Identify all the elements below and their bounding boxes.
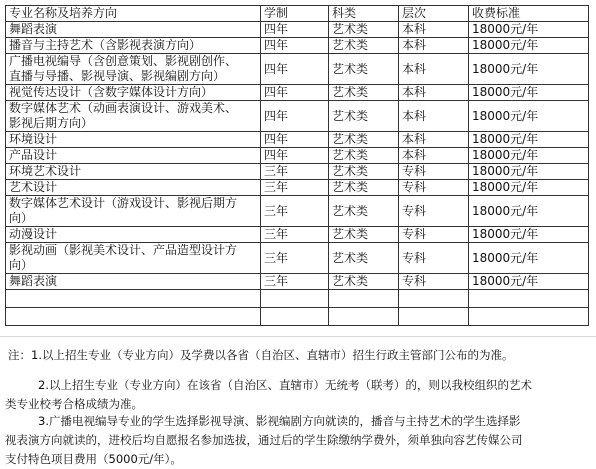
category-cell: 艺术类 (329, 274, 399, 290)
major-cell (6, 164, 261, 180)
major-name-line: 播音与主持艺术（含影视表演方向） (9, 38, 202, 52)
major-cell (6, 54, 261, 85)
table-row (6, 274, 589, 290)
fee-cell: 18000元/年 (469, 22, 589, 38)
duration-cell: 三年 (261, 274, 329, 290)
category-cell: 艺术类 (329, 38, 399, 54)
fee-cell: 18000元/年 (469, 148, 589, 164)
table-header-row (6, 6, 589, 22)
level-cell: 本科 (399, 101, 469, 132)
table-row (6, 243, 589, 274)
major-cell (6, 148, 261, 164)
table-row (6, 196, 589, 227)
fee-cell: 18000元/年 (469, 38, 589, 54)
duration-cell: 四年 (261, 54, 329, 85)
fee-cell: 18000元/年 (469, 227, 589, 243)
fee-cell: 18000元/年 (469, 164, 589, 180)
duration-cell: 四年 (261, 101, 329, 132)
category-cell: 艺术类 (329, 54, 399, 85)
category-cell: 艺术类 (329, 196, 399, 227)
empty-row (6, 290, 589, 308)
duration-cell: 四年 (261, 38, 329, 54)
table-row (6, 148, 589, 164)
notes-section (0, 336, 596, 466)
category-cell: 艺术类 (329, 101, 399, 132)
major-cell (6, 85, 261, 101)
major-name-line: 环境设计 (9, 132, 58, 146)
duration-cell: 三年 (261, 243, 329, 274)
major-cell (6, 196, 261, 227)
major-name-line: 影视后期方向） (9, 116, 94, 130)
header-level: 层次 (399, 6, 469, 22)
fee-cell: 18000元/年 (469, 180, 589, 196)
category-cell: 艺术类 (329, 180, 399, 196)
note-3-line-2: 视表演方向就读的，进校后均自愿报名参加选拔，通过后的学生除缴纳学费外，须单独向容艺传媒公司 (5, 433, 523, 447)
major-name-line: 舞蹈表演 (9, 22, 58, 36)
category-cell: 艺术类 (329, 148, 399, 164)
level-cell: 专科 (399, 196, 469, 227)
fee-cell: 18000元/年 (469, 132, 589, 148)
fee-cell: 18000元/年 (469, 196, 589, 227)
category-cell: 艺术类 (329, 227, 399, 243)
level-cell: 专科 (399, 180, 469, 196)
header-category: 科类 (329, 6, 399, 22)
note-2-line-1: 2.以上招生专业（专业方向）在该省（自治区、直辖市）无统考（联考）的，则以我校组织的艺术 (38, 378, 532, 392)
table-row (6, 180, 589, 196)
empty-cell (469, 290, 589, 308)
category-cell: 艺术类 (329, 164, 399, 180)
fee-cell: 18000元/年 (469, 101, 589, 132)
major-name-line: 数字媒体艺术设计（游戏设计、影视后期方 (9, 196, 238, 210)
duration-cell: 三年 (261, 196, 329, 227)
major-cell (6, 22, 261, 38)
empty-cell (329, 308, 399, 326)
empty-cell (469, 308, 589, 326)
major-name-line: 数字媒体艺术（动画表演设计、游戏美术、 (9, 101, 238, 115)
major-name-line: 环境艺术设计 (9, 164, 82, 178)
table-row (6, 164, 589, 180)
empty-row (6, 308, 589, 326)
fee-cell: 18000元/年 (469, 85, 589, 101)
duration-cell: 三年 (261, 180, 329, 196)
table-row (6, 227, 589, 243)
header-fee: 收费标准 (469, 6, 589, 22)
level-cell: 本科 (399, 22, 469, 38)
table-row (6, 101, 589, 132)
category-cell: 艺术类 (329, 132, 399, 148)
empty-cell (399, 308, 469, 326)
level-cell: 专科 (399, 243, 469, 274)
empty-cell (6, 290, 261, 308)
fee-cell: 18000元/年 (469, 274, 589, 290)
major-name-line: 产品设计 (9, 148, 58, 162)
note-3-line-3: 支付特色项目费用（5000元/年）。 (5, 452, 182, 466)
table-row (6, 22, 589, 38)
table-row (6, 85, 589, 101)
duration-cell: 四年 (261, 148, 329, 164)
category-cell: 艺术类 (329, 22, 399, 38)
fee-table (5, 5, 589, 326)
major-name-line: 向） (9, 258, 34, 272)
level-cell: 本科 (399, 148, 469, 164)
level-cell: 本科 (399, 132, 469, 148)
major-cell (6, 101, 261, 132)
empty-cell (6, 308, 261, 326)
level-cell: 本科 (399, 38, 469, 54)
major-cell (6, 180, 261, 196)
major-name-line: 影视动画（影视美术设计、产品造型设计方 (9, 243, 238, 257)
major-name-line: 向） (9, 211, 34, 225)
major-cell (6, 227, 261, 243)
note-3 (5, 412, 588, 469)
empty-cell (261, 290, 329, 308)
header-duration: 学制 (261, 6, 329, 22)
table-row (6, 54, 589, 85)
table-body (6, 22, 589, 326)
major-name-line: 艺术设计 (9, 180, 58, 194)
header-major: 专业名称及培养方向 (6, 6, 261, 22)
table-row (6, 132, 589, 148)
note-3-line-1: 3.广播电视编导专业的学生选择影视导演、影视编剧方向就读的，播音与主持艺术的学生选择影 (38, 414, 521, 428)
empty-cell (399, 290, 469, 308)
major-name-line: 舞蹈表演 (9, 274, 58, 288)
level-cell: 专科 (399, 274, 469, 290)
note-2 (5, 376, 588, 414)
major-name-line: 广播电视编导（含创意策划、影视剧创作、 (9, 54, 238, 68)
major-cell (6, 132, 261, 148)
major-cell (6, 274, 261, 290)
duration-cell: 三年 (261, 164, 329, 180)
major-cell (6, 38, 261, 54)
major-name-line: 动漫设计 (9, 227, 58, 241)
empty-cell (329, 290, 399, 308)
fee-cell: 18000元/年 (469, 243, 589, 274)
duration-cell: 四年 (261, 85, 329, 101)
major-name-line: 视觉传达设计（含数字媒体设计方向） (9, 85, 214, 99)
duration-cell: 四年 (261, 22, 329, 38)
duration-cell: 三年 (261, 227, 329, 243)
note-1: 注：1.以上招生专业（专业方向）及学费以各省（自治区、直辖市）招生行政主管部门公布的为准。 (8, 348, 514, 362)
note-2-line-2: 类专业校考合格成绩为准。 (5, 397, 143, 411)
duration-cell: 四年 (261, 132, 329, 148)
level-cell: 专科 (399, 227, 469, 243)
category-cell: 艺术类 (329, 243, 399, 274)
major-cell (6, 243, 261, 274)
major-name-line: 直播与导播、影视导演、影视编剧方向） (9, 69, 226, 83)
level-cell: 本科 (399, 54, 469, 85)
category-cell: 艺术类 (329, 85, 399, 101)
level-cell: 本科 (399, 85, 469, 101)
empty-cell (261, 308, 329, 326)
fee-cell: 18000元/年 (469, 54, 589, 85)
table-row (6, 38, 589, 54)
level-cell: 专科 (399, 164, 469, 180)
